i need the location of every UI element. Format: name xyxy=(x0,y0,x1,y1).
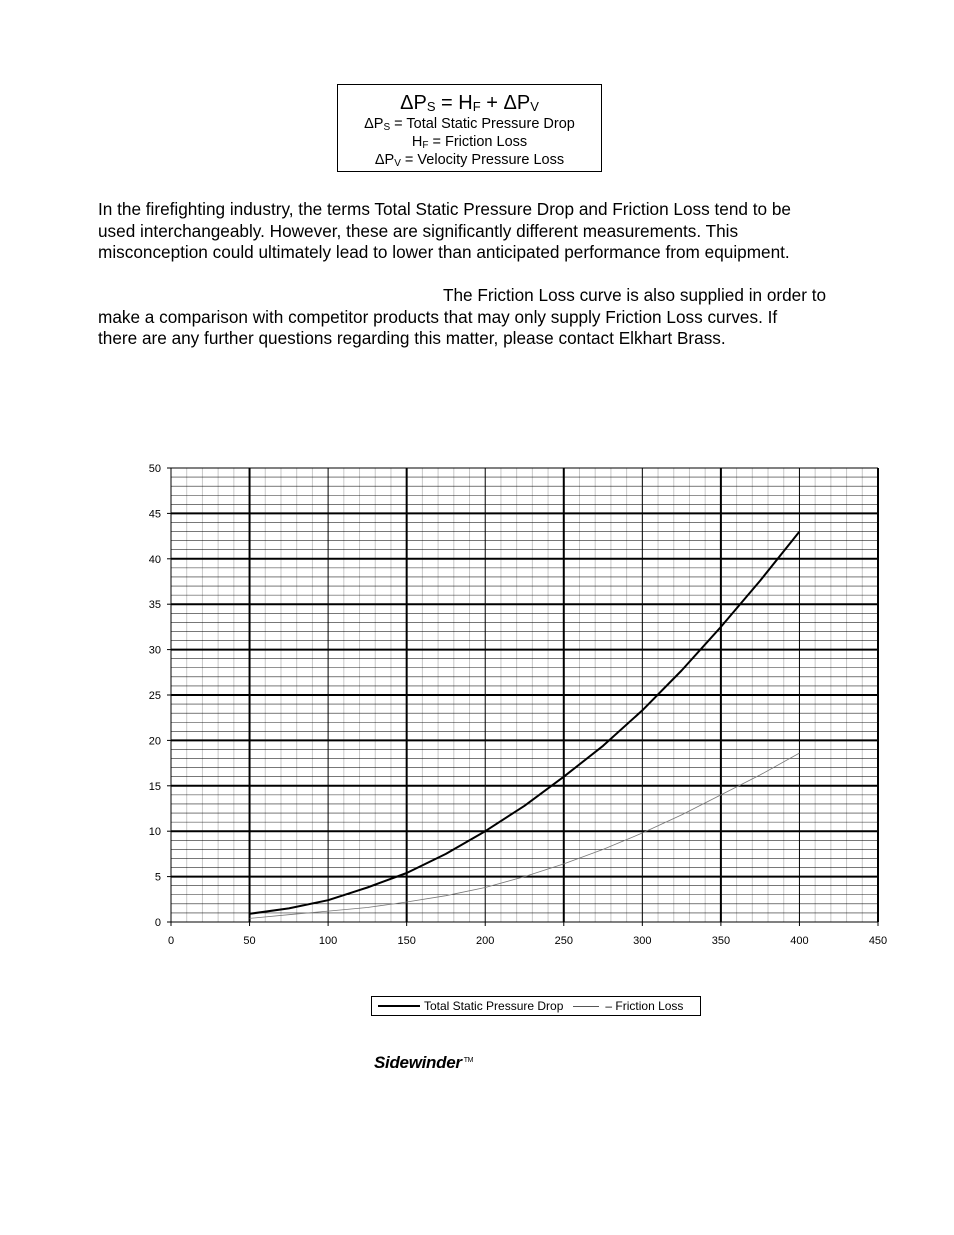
legend-label-friction: – Friction Loss xyxy=(605,999,684,1013)
formula-operator: + xyxy=(480,92,504,114)
paragraph-line: used interchangeably. However, these are significantly different measurements. This xyxy=(98,220,739,241)
formula-operator: = xyxy=(435,92,459,114)
series-line-total-static-pressure-drop xyxy=(250,532,800,914)
y-tick-label: 35 xyxy=(148,599,161,612)
series-line-friction-loss xyxy=(250,753,800,918)
x-tick-label: 100 xyxy=(318,935,338,947)
formula-term: ΔP xyxy=(503,92,531,114)
definition-symbol: ΔP xyxy=(364,116,384,132)
definition-text: = Total Static Pressure Drop xyxy=(390,116,575,132)
y-tick-label: 10 xyxy=(148,826,161,839)
formula-subscript: F xyxy=(472,99,481,114)
definition-symbol: H xyxy=(411,134,423,150)
x-tick-label: 0 xyxy=(167,935,175,947)
x-tick-label: 450 xyxy=(868,935,888,947)
formula-subscript: V xyxy=(530,99,539,114)
x-tick-label: 200 xyxy=(476,935,495,947)
paragraph-line: In the firefighting industry, the terms Total Static Pressure Drop and Friction Loss tend to be xyxy=(98,199,791,219)
trademark-mark: TM xyxy=(463,1057,474,1064)
paragraph-line: misconception could ultimately lead to lower than anticipated performance from equipment. xyxy=(98,242,790,262)
formula-term: ΔP xyxy=(400,92,427,114)
x-tick-label: 250 xyxy=(554,935,573,947)
x-tick-label: 150 xyxy=(397,935,416,947)
y-tick-label: 5 xyxy=(154,871,161,884)
x-tick-label: 50 xyxy=(243,935,256,947)
y-tick-label: 15 xyxy=(148,780,161,793)
y-tick-label: 25 xyxy=(148,690,161,702)
y-tick-label: 20 xyxy=(148,735,161,748)
paragraph-line: make a comparison with competitor products that may only supply Friction Loss curves. If xyxy=(98,306,778,327)
formula-subscript: S xyxy=(426,99,436,114)
paragraph-line: there are any further questions regarding this matter, please contact Elkhart Brass. xyxy=(98,328,726,348)
y-tick-label: 30 xyxy=(148,644,161,657)
definition-subscript: V xyxy=(394,158,401,169)
x-tick-label: 350 xyxy=(711,935,731,947)
formula-term: H xyxy=(458,92,473,114)
legend-label-static: Total Static Pressure Drop xyxy=(424,999,564,1013)
legend-swatch-static xyxy=(378,1005,420,1007)
definition-text: = Velocity Pressure Loss xyxy=(400,152,565,168)
paragraph-line: The Friction Loss curve is also supplied in order to xyxy=(443,285,827,305)
definition-text: = Friction Loss xyxy=(428,134,528,150)
x-tick-label: 400 xyxy=(790,935,809,947)
definition-subscript: S xyxy=(383,122,391,133)
brand-name: Sidewinder xyxy=(374,1053,462,1072)
definition-subscript: F xyxy=(422,140,429,151)
definition-symbol: ΔP xyxy=(374,152,395,168)
chart-legend xyxy=(371,996,701,1016)
y-tick-label: 45 xyxy=(148,508,161,521)
legend-swatch-friction xyxy=(573,1006,599,1007)
sidewinder-logo xyxy=(374,1053,473,1073)
y-tick-label: 40 xyxy=(148,553,161,566)
y-tick-label: 50 xyxy=(148,463,161,475)
x-tick-label: 300 xyxy=(633,935,652,947)
y-tick-label: 0 xyxy=(154,917,161,929)
